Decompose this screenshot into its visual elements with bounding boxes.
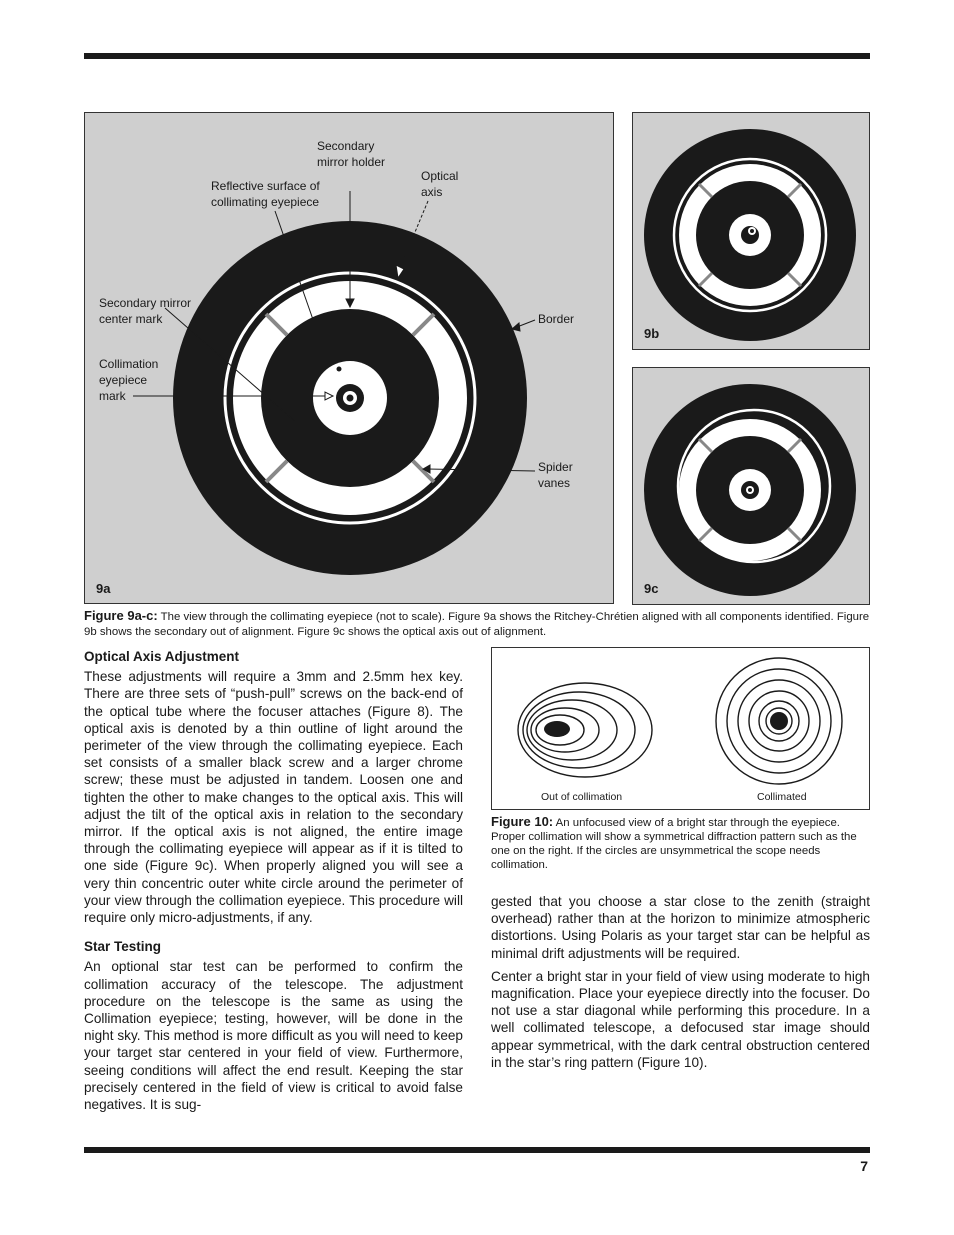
right-column-paragraph-1: gested that you choose a star close to the zenith (straight overhead) rather than at the horizon to minimize atmospheric distortions. Using Polaris as your target star can be helpful as minimal drift adjustments will be required. bbox=[491, 894, 870, 961]
figure-9a-panel bbox=[84, 112, 614, 604]
optical-axis-body: These adjustments will require a 3mm and 2.5mm hex key. There are three sets of “push-pull” screws on the back-end of the optical tube where the focuser attaches (Figure 8). The optical axis is denoted by a thin outline of light around the perimeter of the view through the collimating eyepiece. Each set consists of a smaller black screw and a larger chrome screw; these must be adjusted in tandem. Loosen one and tighten the other to make changes to the optical axis. This will adjust the tilt of the optical axis in relation to the secondary mirror. If the optical axis is not aligned, the entire image through the collimating eyepiece will appear as if it is tilted to one side (Figure 9c). When properly aligned you will see a very thin concentric outer white circle around the perimeter of your view through the collimation eyepiece. This procedure will require only micro-adjustments, if any. bbox=[84, 669, 463, 926]
top-rule bbox=[84, 53, 870, 59]
label-optical-axis: Optical axis bbox=[421, 169, 459, 199]
left-column bbox=[84, 648, 463, 1113]
bottom-rule bbox=[84, 1147, 870, 1153]
figure-9-caption bbox=[84, 609, 874, 639]
eyepiece-view-diagram-9a bbox=[85, 113, 615, 605]
caption-collimated: Collimated bbox=[757, 791, 807, 803]
section-heading-optical-axis: Optical Axis Adjustment bbox=[84, 649, 240, 664]
panel-tag-9a: 9a bbox=[96, 581, 111, 596]
label-secondary-center-mark: Secondary mirror center mark bbox=[99, 296, 192, 326]
panel-tag-9c: 9c bbox=[644, 581, 659, 596]
eyepiece-view-diagram-9c bbox=[633, 368, 871, 606]
defocused-star-diagram bbox=[492, 648, 869, 809]
panel-tag-9b: 9b bbox=[644, 326, 660, 341]
label-secondary-mirror-holder: Secondary mirror holder bbox=[317, 139, 386, 169]
label-reflective-surface: Reflective surface of collimating eyepiece bbox=[211, 179, 320, 209]
eyepiece-view-diagram-9b bbox=[633, 113, 871, 351]
figure-10-caption bbox=[491, 815, 871, 872]
figure-10-caption-text: An unfocused view of a bright star through the eyepiece. Proper collimation will show a symmetrical diffraction pattern such as the one on the right. If the circles are unsymmetrical the scope needs collimation. bbox=[491, 817, 857, 871]
figure-10-panel bbox=[491, 647, 870, 810]
caption-out-of-collimation: Out of collimation bbox=[541, 791, 623, 803]
figure-9-caption-text: The view through the collimating eyepiece (not to scale). Figure 9a shows the Ritchey-Chrétien aligned with all components identified. Figure 9b shows the secondary out of alignment. Figure 9c shows the optical axis out of alignment. bbox=[84, 611, 870, 638]
label-spider-vanes: Spider vanes bbox=[538, 460, 573, 490]
figure-9b-panel bbox=[632, 112, 870, 350]
figure-9-caption-tag: Figure 9a-c: bbox=[84, 608, 158, 623]
page-number: 7 bbox=[860, 1158, 868, 1174]
right-column bbox=[491, 893, 870, 1071]
figure-9c-panel bbox=[632, 367, 870, 605]
star-testing-body: An optional star test can be performed to confirm the collimation accuracy of the telescope. The adjustment procedure on the telescope is the same as using the Collimation eyepiece; testing, however, will be done in the night sky. This method is more difficult as you will need to keep your target star centered in your field of view. Furthermore, seeing conditions will affect the end result. Keeping the star precisely centered in the field of view is critical to avoid false negatives. It is sug- bbox=[84, 959, 463, 1113]
label-border: Border bbox=[538, 312, 575, 326]
section-heading-star-testing: Star Testing bbox=[84, 939, 162, 955]
label-collimation-eyepiece-mark: Collimation eyepiece mark bbox=[99, 357, 159, 403]
figure-10-caption-tag: Figure 10: bbox=[491, 814, 554, 829]
right-column-paragraph-2: Center a bright star in your field of view using moderate to high magnification. Place your eyepiece directly into the focuser. Do not use a star diagonal while performing this procedure. In a well collimated telescope, a defocused star image should appear symmetrical, with the dark central obstruction centered in the star’s ring pattern (Figure 10). bbox=[491, 968, 870, 1070]
